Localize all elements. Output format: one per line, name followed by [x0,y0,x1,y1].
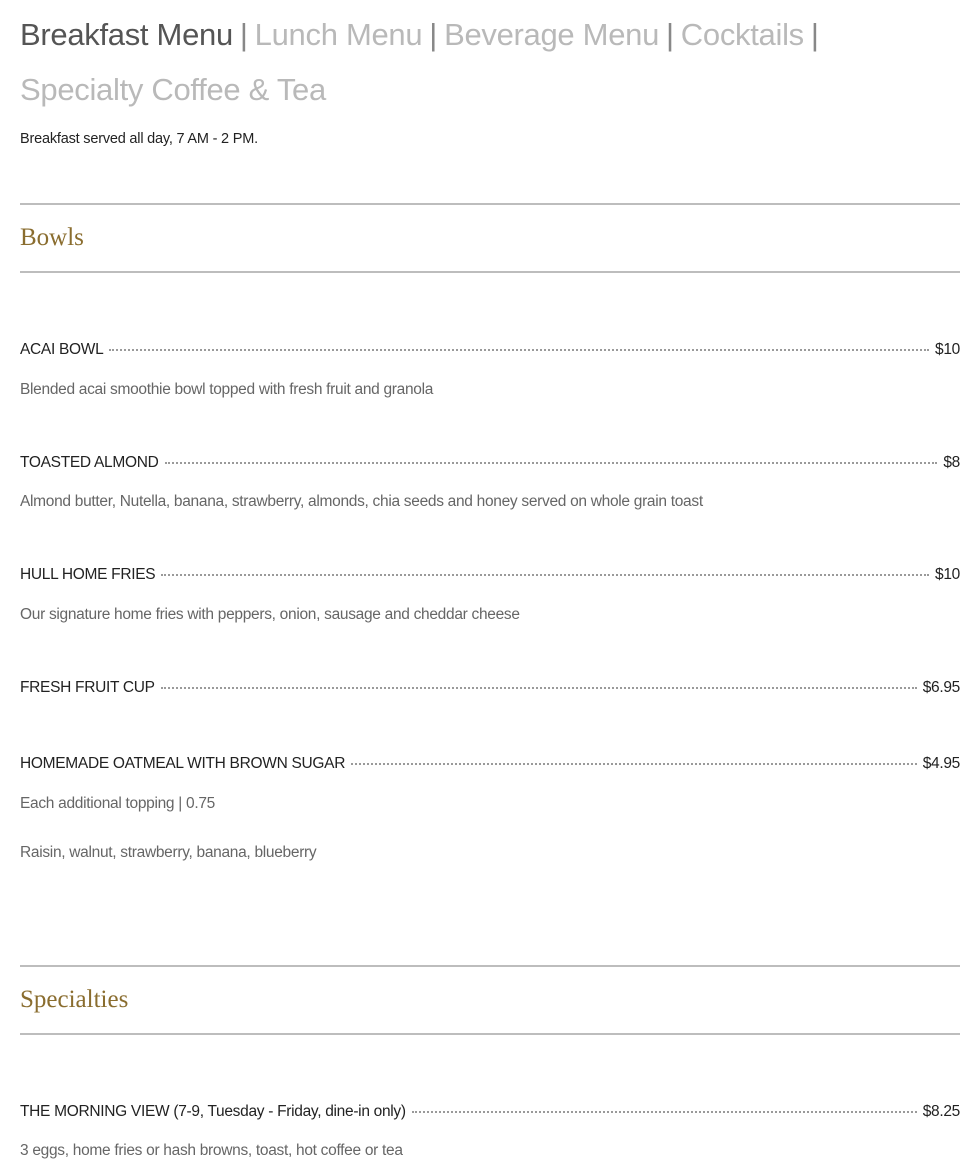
section-title: Specialties [20,986,129,1013]
item-name: THE MORNING VIEW (7-9, Tuesday - Friday, dine-in only) [20,1103,406,1120]
item-name: ACAI BOWL [20,341,104,358]
item-description: Almond butter, Nutella, banana, strawberry, almonds, chia seeds and honey served on whole grain toast [20,493,703,510]
item-toppings: Raisin, walnut, strawberry, banana, blueberry [20,844,317,861]
item-price: $6.95 [922,679,960,696]
served-note: Breakfast served all day, 7 AM - 2 PM. [20,131,258,147]
nav-lunch-menu[interactable]: Lunch Menu [254,17,423,52]
nav-separator: | [810,17,819,52]
item-price: $10 [935,341,960,358]
section-title: Bowls [20,224,84,251]
nav-separator: | [239,17,248,52]
menu-item-the-morning-view [20,1103,960,1127]
item-description: Each additional topping | 0.75 [20,795,215,812]
item-description: Our signature home fries with peppers, onion, sausage and cheddar cheese [20,606,520,623]
section-header [20,965,960,1035]
leader-dots [109,349,929,351]
menu-item-fresh-fruit-cup [20,679,960,703]
item-description: 3 eggs, home fries or hash browns, toast, hot coffee or tea [20,1142,403,1159]
item-price: $8 [943,454,960,471]
item-price: $10 [935,566,960,583]
nav-breakfast-menu[interactable]: Breakfast Menu [20,17,233,52]
nav-specialty-coffee-tea[interactable]: Specialty Coffee & Tea [20,72,326,107]
nav-separator: | [429,17,438,52]
menu-item-hull-home-fries [20,566,960,590]
item-price: $4.95 [922,755,960,772]
leader-dots [412,1111,917,1113]
item-price: $8.25 [922,1103,960,1120]
leader-dots [161,687,917,689]
menu-nav [20,7,960,117]
menu-page [20,0,960,1163]
menu-item-acai-bowl [20,341,960,365]
leader-dots [165,462,938,464]
item-name: HOMEMADE OATMEAL WITH BROWN SUGAR [20,755,346,772]
leader-dots [161,574,929,576]
item-name: TOASTED ALMOND [20,454,159,471]
menu-item-toasted-almond [20,454,960,478]
section-header [20,203,960,273]
menu-item-homemade-oatmeal [20,755,960,779]
item-name: HULL HOME FRIES [20,566,156,583]
section-bowls [20,203,960,865]
leader-dots [351,763,917,765]
item-name: FRESH FRUIT CUP [20,679,155,696]
nav-cocktails[interactable]: Cocktails [680,17,804,52]
item-description: Blended acai smoothie bowl topped with fresh fruit and granola [20,381,434,398]
section-specialties [20,965,960,1163]
nav-separator: | [666,17,674,52]
nav-beverage-menu[interactable]: Beverage Menu [444,17,660,52]
